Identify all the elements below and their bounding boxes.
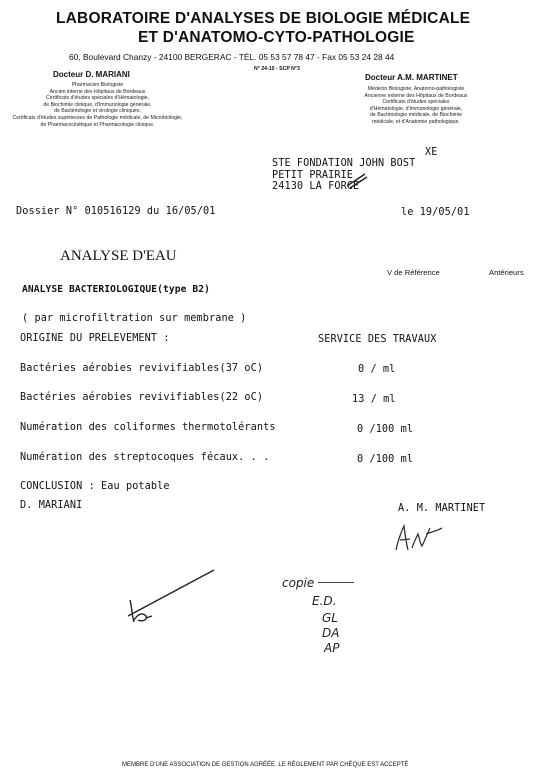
signature-martinet [390,520,450,556]
previous-header: Antérieurs [489,268,524,277]
origin-label: ORIGINE DU PRELEVEMENT : [20,333,170,344]
doctor-left-credentials: Pharmacien Biologiste Ancien interne des Hôpitaux de Bordeaux Certificats d'études spéciales d'Hématologie, de Biochimie clinique, d'Immunologie générale, de Bactériologie et virologie cliniques, Certificats d'études supérieures de Pathologie médicale, de Microbiologie, de Pharmacocinétique et Pharmacologie clinique. [12,82,183,128]
result-value: 13 / ml [352,394,396,405]
result-value: 0 / ml [358,364,396,375]
analysis-title: ANALYSE D'EAU [60,248,177,264]
recipient-line-2: PETIT PRAIRIE [272,170,354,181]
lab-address: 60, Boulevard Chanzy - 24100 BERGERAC - TÉL. 05 53 57 78 47 - Fax 05 53 24 28 44 [69,52,395,62]
handwritten-ed: E.D. [312,594,337,608]
signer-right: A. M. MARTINET [398,503,486,514]
dossier-date: 16/05/01 [165,206,216,217]
doctor-right-name: Docteur A.M. MARTINET [365,73,458,82]
dossier-label: Dossier N° [16,206,79,217]
recipient-line-3: 24130 LA FORCE [272,181,360,192]
dossier-line [16,206,216,217]
dossier-number: 010516129 [84,206,141,217]
result-label: Numération des streptocoques fécaux. . . [20,452,270,463]
doctor-left-name: Docteur D. MARIANI [53,70,130,79]
report-date: le 19/05/01 [401,207,470,218]
result-value: 0 /100 ml [357,424,414,435]
doctor-right-credentials: Médecin Biologiste, Anatomo-pathologiste Ancienne externe des Hôpitaux de Bordeaux Certificats d'études spéciales d'Hématologie, d'Immunologie générale, de Bactériologie médicale, de Biochimie médicale, et d'Anatomie pathologique. [364,86,468,125]
dossier-date-prefix: du [146,206,160,217]
scribble-mark [318,582,354,583]
conclusion: CONCLUSION : Eau potable [20,481,170,492]
result-label: Numération des coliformes thermotolérants [20,422,276,433]
analysis-method: ( par microfiltration sur membrane ) [22,313,247,324]
handwritten-da: DA [322,626,340,640]
footer-text: MEMBRE D'UNE ASSOCIATION DE GESTION AGRÉÉE. LE RÈGLEMENT PAR CHÈQUE EST ACCEPTÉ [122,762,409,768]
pen-mark [345,170,369,190]
result-label: Bactéries aérobies revivifiables(22 oC) [20,392,264,403]
recipient-line-1: STE FONDATION JOHN BOST [272,158,416,169]
origin-value: SERVICE DES TRAVAUX [318,334,437,345]
handwritten-gl: GL [322,611,338,625]
signer-left: D. MARIANI [20,500,83,511]
result-label: Bactéries aérobies revivifiables(37 oC) [20,363,264,374]
lab-title-line2: ET D'ANATOMO-CYTO-PATHOLOGIE [138,29,415,46]
handwritten-ap: AP [324,641,340,655]
lab-title-line1: LABORATOIRE D'ANALYSES DE BIOLOGIE MÉDICALE [56,10,471,27]
result-value: 0 /100 ml [357,454,414,465]
reference-header: V de Référence [387,268,440,277]
analysis-subtitle: ANALYSE BACTERIOLOGIQUE(type B2) [22,284,211,295]
lab-registration: N° 24-10 - SCP N°3 [254,66,300,72]
recipient-code: XE [425,147,438,158]
handwritten-copy: copie [282,576,354,590]
signature-mariani [120,564,220,626]
